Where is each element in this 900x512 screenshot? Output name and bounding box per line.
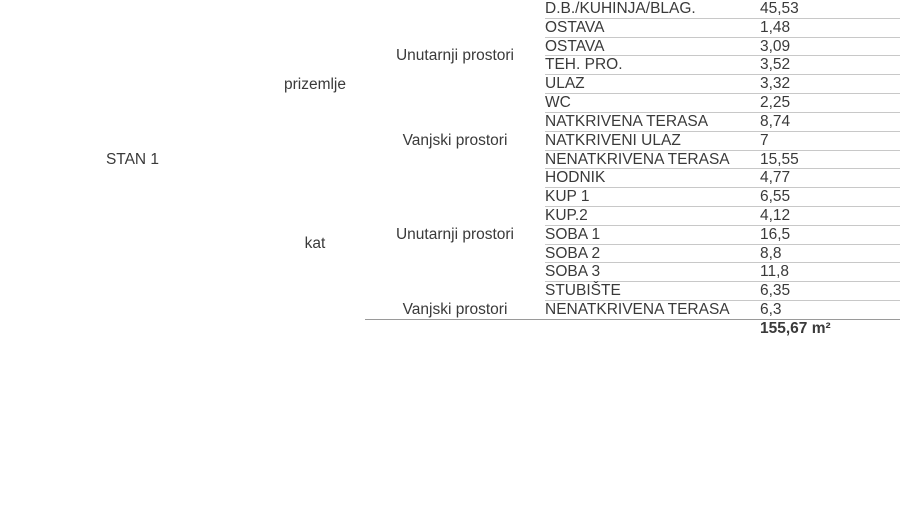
room-name: SOBA 2	[545, 244, 760, 263]
room-area: 3,52	[760, 56, 900, 75]
room-area: 16,5	[760, 225, 900, 244]
room-area: 3,09	[760, 37, 900, 56]
room-name: D.B./KUHINJA/BLAG.	[545, 0, 760, 18]
unit-label: STAN 1	[105, 150, 160, 168]
room-area: 45,53	[760, 0, 900, 18]
room-area: 2,25	[760, 94, 900, 113]
total-row	[0, 319, 900, 337]
total-spacer-room	[545, 319, 760, 337]
group-label-unutarnji-kat: Unutarnji prostori	[395, 225, 515, 243]
room-area: 7	[760, 131, 900, 150]
room-area: 6,3	[760, 301, 900, 320]
room-name: NENATKRIVENA TERASA	[545, 150, 760, 169]
room-name: SOBA 1	[545, 225, 760, 244]
room-area: 6,55	[760, 188, 900, 207]
room-name: NENATKRIVENA TERASA	[545, 301, 760, 320]
room-area: 4,12	[760, 206, 900, 225]
room-name: KUP 1	[545, 188, 760, 207]
group-label-unutarnji-prizemlje: Unutarnji prostori	[395, 47, 515, 65]
group-label-vanjski-prizemlje: Vanjski prostori	[402, 131, 508, 149]
room-name: NATKRIVENI ULAZ	[545, 131, 760, 150]
floor-label-prizemlje: prizemlje	[283, 75, 346, 93]
floor-label-kat: kat	[304, 235, 326, 253]
room-area: 8,8	[760, 244, 900, 263]
room-name: WC	[545, 94, 760, 113]
room-area: 3,32	[760, 75, 900, 94]
room-name: OSTAVA	[545, 37, 760, 56]
room-name: TEH. PRO.	[545, 56, 760, 75]
room-name: KUP.2	[545, 206, 760, 225]
room-area: 6,35	[760, 282, 900, 301]
room-area: 15,55	[760, 150, 900, 169]
room-area: 8,74	[760, 112, 900, 131]
room-name: SOBA 3	[545, 263, 760, 282]
room-name: STUBIŠTE	[545, 282, 760, 301]
group-label-vanjski-kat: Vanjski prostori	[365, 301, 545, 320]
total-area: 155,67 m²	[760, 319, 831, 337]
room-name: HODNIK	[545, 169, 760, 188]
room-area: 1,48	[760, 18, 900, 37]
total-spacer-group	[365, 319, 545, 337]
total-spacer-unit	[0, 319, 265, 337]
room-name: ULAZ	[545, 75, 760, 94]
room-name: NATKRIVENA TERASA	[545, 112, 760, 131]
table-row	[0, 0, 900, 18]
room-area: 4,77	[760, 169, 900, 188]
room-area: 11,8	[760, 263, 900, 282]
total-spacer-floor	[265, 319, 365, 337]
room-name: OSTAVA	[545, 18, 760, 37]
